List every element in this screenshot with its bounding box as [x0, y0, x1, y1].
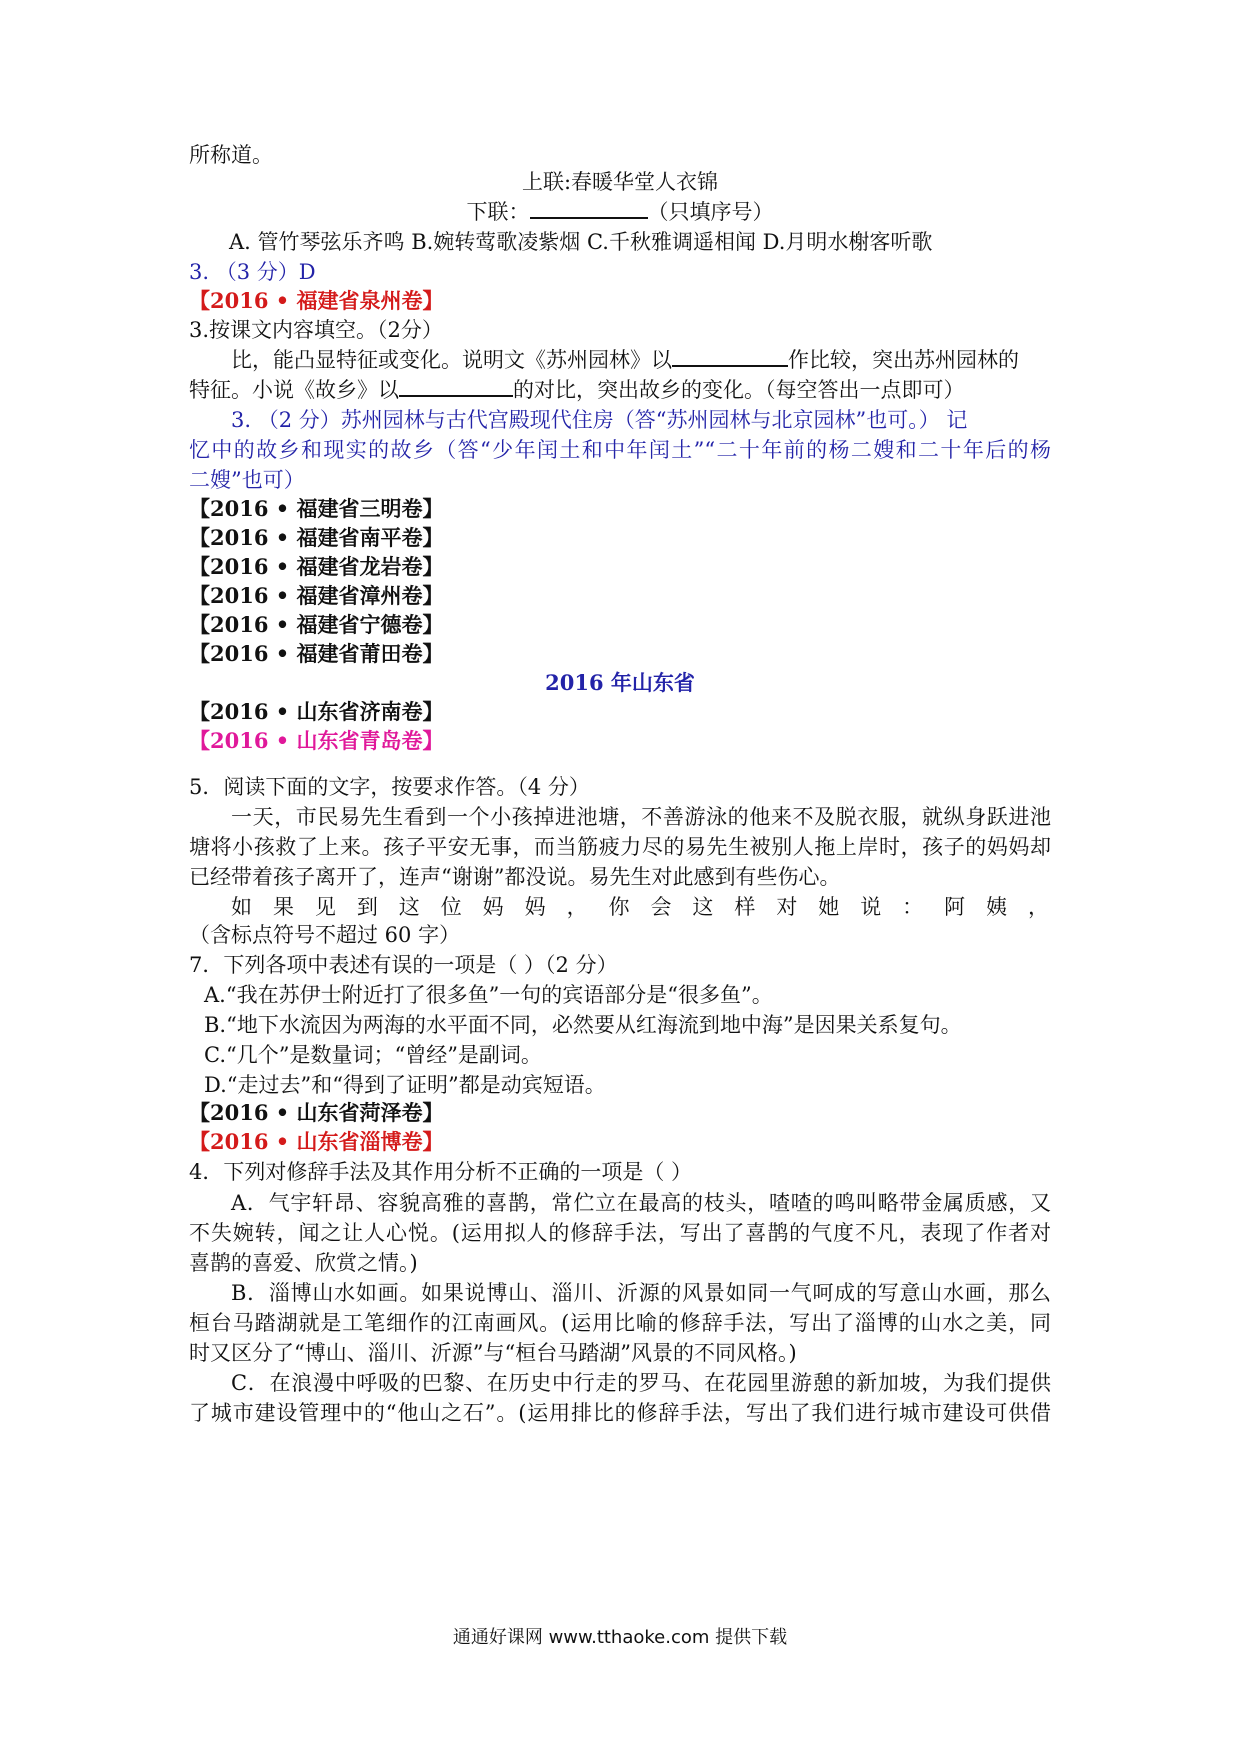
text-line — [231, 343, 1051, 377]
question-line: 7．下列各项中表述有误的一项是（ ）（2 分） — [189, 953, 618, 977]
section-header: 【2016 • 山东省菏泽卷】 — [189, 1100, 444, 1125]
text-segment: 比，能凸显特征或变化。说明文《苏州园林》以 — [231, 348, 672, 372]
section-header: 【2016 • 福建省漳州卷】 — [189, 583, 444, 608]
couplet-lower-label: 下联： — [466, 200, 530, 224]
section-header: 【2016 • 福建省宁德卷】 — [189, 612, 444, 637]
answer-blank — [530, 195, 648, 219]
question-line: 4．下列对修辞手法及其作用分析不正确的一项是（ ） — [189, 1160, 693, 1184]
section-header: 【2016 • 福建省南平卷】 — [189, 525, 444, 550]
section-header: 【2016 • 山东省青岛卷】 — [189, 728, 444, 753]
text-line: 所称道。 — [189, 143, 273, 167]
text-line: 一天，市民易先生看到一个小孩掉进池塘，不善游泳的他来不及脱衣服，就纵身跃进池 — [231, 805, 1051, 829]
option-line: A．气宇轩昂、容貌高雅的喜鹊，常伫立在最高的枝头，喳喳的鸣叫略带金属质感，又 — [231, 1191, 1051, 1215]
text-line: 桓台马踏湖就是工笔细作的江南画风。(运用比喻的修辞手法，写出了淄博的山水之美，同 — [189, 1311, 1051, 1335]
text-segment: 特征。小说《故乡》以 — [189, 378, 399, 402]
page-footer: 通通好课网 www.tthaoke.com 提供下载 — [452, 1627, 788, 1648]
section-header: 【2016 • 山东省济南卷】 — [189, 699, 444, 724]
option-line: A.“我在苏伊士附近打了很多鱼”一句的宾语部分是“很多鱼”。 — [204, 983, 773, 1007]
couplet-upper-text: 上联:春暖华堂人衣锦 — [521, 170, 719, 194]
option-line: B．淄博山水如画。如果说博山、淄川、沂源的风景如同一气呵成的写意山水画，那么 — [231, 1281, 1051, 1305]
text-line: 时又区分了“博山、淄川、沂源”与“桓台马踏湖”风景的不同风格。) — [189, 1341, 797, 1365]
text-segment: 的对比，突出故乡的变化。（每空答出一点即可） — [513, 378, 965, 402]
question-line: 3.按课文内容填空。（2分） — [189, 318, 443, 342]
answer-line: 3. （3 分）D — [189, 260, 316, 284]
answer-blank — [672, 343, 788, 367]
section-header: 【2016 • 福建省莆田卷】 — [189, 641, 444, 666]
couplet-lower-note: （只填序号） — [647, 200, 774, 224]
question-line: 5．阅读下面的文字，按要求作答。（4 分） — [189, 775, 590, 799]
province-title: 2016 年山东省 — [545, 670, 695, 695]
text-line: （含标点符号不超过 60 字） — [189, 923, 461, 947]
section-header: 【2016 • 福建省三明卷】 — [189, 496, 444, 521]
couplet-upper — [189, 165, 1051, 199]
option-line: A. 管竹琴弦乐齐鸣 B.婉转莺歌凌紫烟 C.千秋雅调遥相闻 D.月明水榭客听歌 — [229, 230, 933, 254]
answer-line: 忆中的故乡和现实的故乡（答“少年闰土和中年闰土”“二十年前的杨二嫂和二十年后的杨 — [189, 438, 1051, 462]
option-line: B.“地下水流因为两海的水平面不同，必然要从红海流到地中海”是因果关系复句。 — [204, 1013, 962, 1037]
text-line: 喜鹊的喜爱、欣赏之情。) — [189, 1251, 418, 1275]
couplet-lower — [189, 195, 1051, 229]
text-line — [189, 373, 1051, 407]
section-header: 【2016 • 福建省泉州卷】 — [189, 288, 444, 313]
option-line: D.“走过去”和“得到了证明”都是动宾短语。 — [204, 1073, 606, 1097]
answer-line: 二嫂”也可） — [189, 468, 305, 492]
text-line: 了城市建设管理中的“他山之石”。(运用排比的修辞手法，写出了我们进行城市建设可供借 — [189, 1401, 1051, 1425]
text-line: 塘将小孩救了上来。孩子平安无事，而当筋疲力尽的易先生被别人拖上岸时，孩子的妈妈却 — [189, 835, 1051, 859]
option-line: C.“几个”是数量词；“曾经”是副词。 — [204, 1043, 542, 1067]
answer-line: 3. （2 分）苏州园林与古代宫殿现代住房（答“苏州园林与北京园林”也可。） 记 — [231, 408, 968, 432]
answer-blank — [399, 373, 513, 397]
text-segment: 作比较，突出苏州园林的 — [788, 348, 1019, 372]
text-line: 如果见到这位妈妈，你会这样对她说：阿姨， — [231, 895, 1051, 919]
text-line: 已经带着孩子离开了，连声“谢谢”都没说。易先生对此感到有些伤心。 — [189, 865, 841, 889]
section-header: 【2016 • 山东省淄博卷】 — [189, 1129, 444, 1154]
section-header: 【2016 • 福建省龙岩卷】 — [189, 554, 444, 579]
text-line: 不失婉转，闻之让人心悦。(运用拟人的修辞手法，写出了喜鹊的气度不凡，表现了作者对 — [189, 1221, 1051, 1245]
option-line: C．在浪漫中呼吸的巴黎、在历史中行走的罗马、在花园里游憩的新加坡，为我们提供 — [231, 1371, 1051, 1395]
